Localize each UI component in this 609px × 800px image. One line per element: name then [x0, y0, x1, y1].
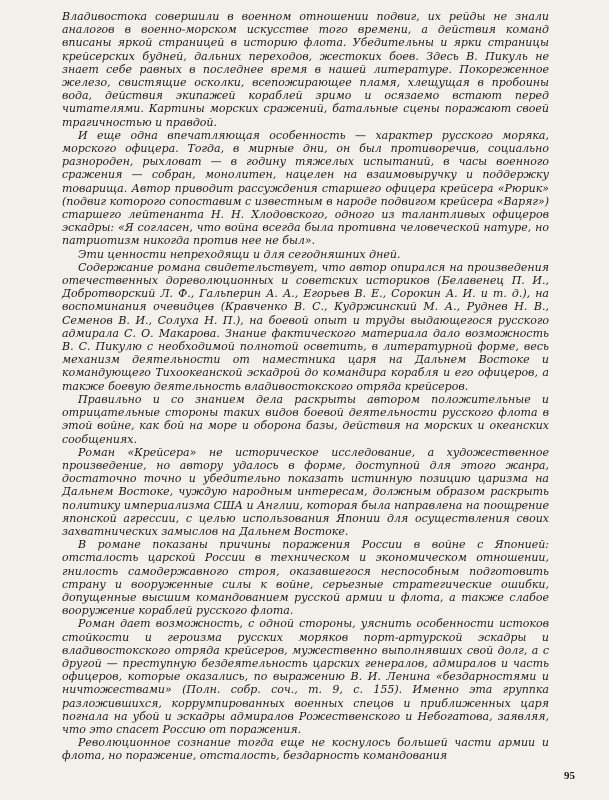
paragraph-7: В романе показаны причины поражения России в войне с Японией: отсталость царской России в техническом и экономическом отношении, гнилость самодержавного строя, оказавшегося неспособным подготовить страну и вооруженные силы к войне, серьезные стратегические ошибки, допущенные высшим командованием русской армии и флота, а также слабое вооружение кораблей русского флота. — [62, 538, 549, 618]
paragraph-8: Роман дает возможность, с одной стороны, уяснить особенности истоков стойкости и героизма русских моряков порт-артурской эскадры и владивостокского отряда крейсеров, мужественно выполнявших свой долг, а с другой — преступную бездеятельность царских генералов, адмиралов и часть офицеров, которые оказались, по выражению В. И. Ленина «бездарностями и ничтожествами» (Полн. собр. соч., т. 9, с. 155). Именно эта группка разложившихся, коррумпированных военных спецов и приближенных царя погнала на убой и эскадры адмиралов Рожественского и Небогатова, заявляя, что это спасет Россию от поражения. — [62, 617, 549, 736]
paragraph-6: Роман «Крейсера» не историческое исследование, а художественное произведение, но автору удалось в форме, доступной для этого жанра, достаточно точно и убедительно показать истинную позицию царизма на Дальнем Востоке, чуждую народным интересам, должным образом раскрыть политику империализма США и Англии, которая была направлена на поощрение японской агрессии, с целью использования Японии для осуществления своих захватнических замыслов на Дальнем Востоке. — [62, 445, 549, 538]
paragraph-4: Содержание романа свидетельствует, что автор опирался на произведения отечественных дореволюционных и советских историков (Белавенец П. И., Добротворский Л. Ф., Гальперин А. А., Егорьев В. Е., Сорокин А. И. и т. д.), на воспоминания очевидцев (Кравченко В. С., Кудржинский М. А., Руднев Н. В., Семенов В. И., Солуха Н. П.), на боевой опыт и труды выдающегося русского адмирала С. О. Макарова. Знание фактического материала дало возможность В. С. Пикулю с необходимой полнотой осветить, в литературной форме, весь механизм деятельности от наместника царя на Дальнем Востоке и командующего Тихоокеанской эскадрой до командира корабля и его офицеров, а также боевую деятельность владивостокского отряда крейсеров. — [62, 260, 549, 393]
paragraph-2: И еще одна впечатляющая особенность — характер русского моряка, морского офицера. Тогда, в мирные дни, он был противоречив, социально разнороден, рыхловат — в годину тяжелых испытаний, в часы военного сражения — собран, монолитен, нацелен на взаимовыручку и поддержку товарища. Автор приводит рассуждения старшего офицера крейсера «Рюрик» (подвиг которого сопоставим с известным в народе подвигом крейсера «Варяг») старшего лейтенанта Н. Н. Хлодовского, одного из талантливых офицеров эскадры: «Я согласен, что война всегда была противна человеческой натуре, но патриотизм никогда против нее не был». — [62, 128, 549, 248]
page-number: 95 — [564, 769, 575, 782]
paragraph-9: Революционное сознание тогда еще не коснулось большей части армии и флота, но поражение, отсталость, бездарность командования — [62, 736, 549, 763]
paragraph-5: Правильно и со знанием дела раскрыты автором положительные и отрицательные стороны таких видов боевой деятельности русского флота в этой войне, как бой на море и оборона базы, действия на морских и океанских сообщениях. — [62, 392, 549, 446]
paragraph-1: Владивостока совершили в военном отношении подвиг, их рейды не знали аналогов в военно-морском искусстве того времени, а действия команд вписаны яркой страницей в историю флота. Убедительны и ярки страницы крейсерских будней, дальних переходов, жестоких боев. Здесь В. Пикуль не знает себе равных в последнее время в нашей литературе. Покореженное железо, свистящие осколки, всепожирающее пламя, хлещущая в пробоины вода, действия экипажей кораблей зримо и осязаемо встают перед читателями. Картины морских сражений, батальные сцены поражают своей трагичностью и правдой. — [62, 10, 549, 129]
paragraph-3: Эти ценности непреходящи и для сегодняшних дней. — [78, 247, 401, 261]
